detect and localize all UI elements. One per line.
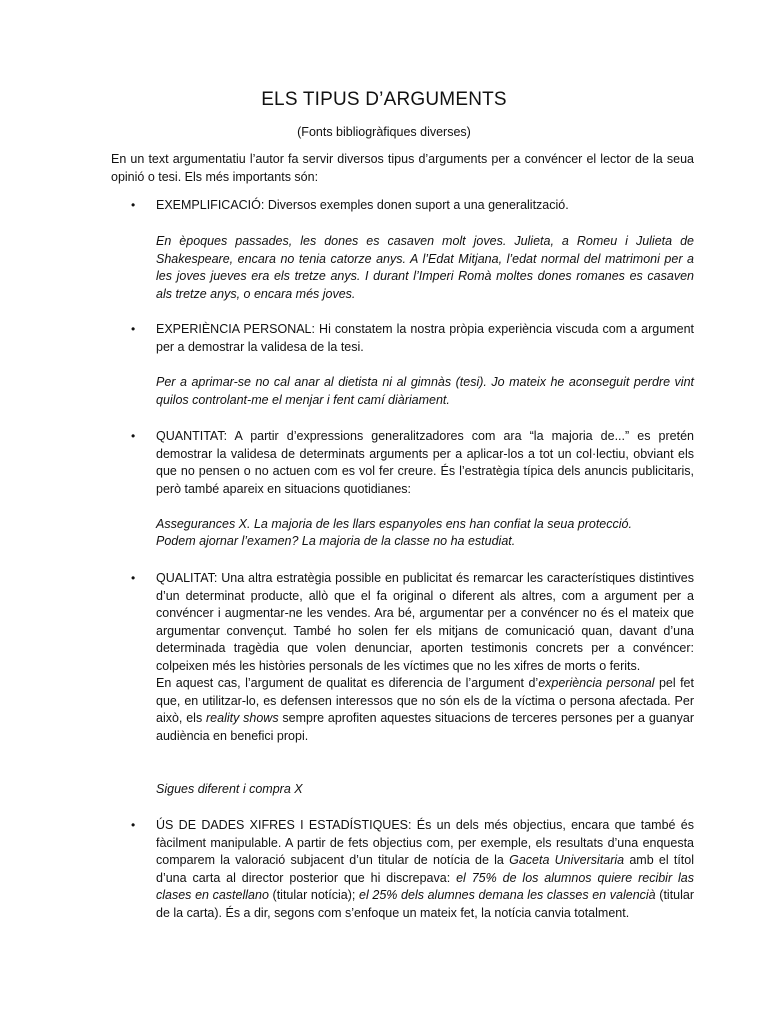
bullet-icon: • bbox=[131, 571, 136, 585]
bullet-icon: • bbox=[131, 818, 136, 832]
intro-paragraph: En un text argumentatiu l’autor fa servir diversos tipus d’arguments per a convéncer el lector de la seua opinió o tesi. Els més importants són: bbox=[111, 152, 694, 184]
section-quantitat bbox=[131, 428, 694, 498]
page-title: ELS TIPUS D’ARGUMENTS bbox=[261, 89, 507, 110]
section-text: QUANTITAT: A partir d’expressions generalitzadores com ara “la majoria de...” es pretén demostrar la validesa de determinats arguments per a aplicar-los a tot un col·lectiu, obviant els que no pensen o no actuen com es vol fer creure. És l’estratègia típica dels anuncis publicitaris, però també apareix en situacions quotidianes: bbox=[156, 429, 694, 496]
section-experiencia bbox=[131, 321, 694, 356]
section-text: EXPERIÈNCIA PERSONAL: Hi constatem la nostra pròpia experiència viscuda com a argument per a demostrar la validesa de la tesi. bbox=[156, 322, 694, 354]
section-text: ÚS DE DADES XIFRES I ESTADÍSTIQUES: És un dels més objectius, encara que també és fàcilment manipulable. A partir de fets objectius com, per exemple, els resultats d’una enquesta comparem la valoració subjacent d’un titular de notícia de la Gaceta Universitaria amb el títol d’una carta al director posterior que hi discrepava: el 75% de los alumnos quiere recibir las clases en castellano (titular notícia); el 25% dels alumnes demana les classes en valencià (titular de la carta). És a dir, segons com s’enfoque un mateix fet, la notícia canvia totalment. bbox=[156, 818, 695, 920]
example-experiencia: Per a aprimar-se no cal anar al dietista ni al gimnàs (tesi). Jo mateix he aconseguit perdre vint quilos controlant-me el menjar i fent camí diàriament. bbox=[156, 375, 694, 407]
page-subtitle: (Fonts bibliogràfiques diverses) bbox=[297, 125, 471, 139]
example-exemplificacio: En èpoques passades, les dones es casaven molt joves. Julieta, a Romeu i Julieta de Shakespeare, encara no tenia catorze anys. A l’Edat Mitjana, l’edat normal del matrimoni per a les joves jueves era els tretze anys. I durant l’Imperi Romà moltes dones romanes es casaven als tretze anys, o encara més joves. bbox=[156, 234, 694, 301]
section-qualitat bbox=[131, 570, 694, 745]
example-qualitat: Sigues diferent i compra X bbox=[156, 782, 303, 796]
example-quantitat-1: Assegurances X. La majoria de les llars espanyoles ens han confiat la seua protecció. bbox=[156, 517, 632, 531]
section-exemplificacio bbox=[131, 197, 694, 215]
bullet-icon: • bbox=[131, 429, 136, 443]
bullet-icon: • bbox=[131, 322, 136, 336]
section-text: EXEMPLIFICACIÓ: Diversos exemples donen suport a una generalització. bbox=[156, 198, 569, 212]
section-text-2: En aquest cas, l’argument de qualitat es diferencia de l’argument d’experiència personal pel fet que, en utilitzar-lo, es defensen interessos que no són els de la víctima o persona afectada. Per això, els reality shows sempre aprofiten aquestes situacions de terceres persones per a guanyar audiència en benefici propi. bbox=[156, 676, 694, 743]
section-text: QUALITAT: Una altra estratègia possible en publicitat és remarcar les característiques distintives d’un determinat producte, allò que el fa original o diferent als altres, com a argument per a convéncer i augmentar-ne les vendes. Ara bé, argumentar per a convéncer no és el mateix que argumentar convençut. També ho solen fer els mitjans de comunicació quan, davant d’una determinada tragèdia que volen denunciar, aporten testimonis concrets per a convéncer: colpeixen més les històries personals de les víctimes que no les xifres de morts o ferits. bbox=[156, 571, 694, 673]
section-dades bbox=[131, 817, 695, 922]
bullet-icon: • bbox=[131, 198, 136, 212]
example-quantitat-2: Podem ajornar l’examen? La majoria de la classe no ha estudiat. bbox=[156, 534, 516, 548]
